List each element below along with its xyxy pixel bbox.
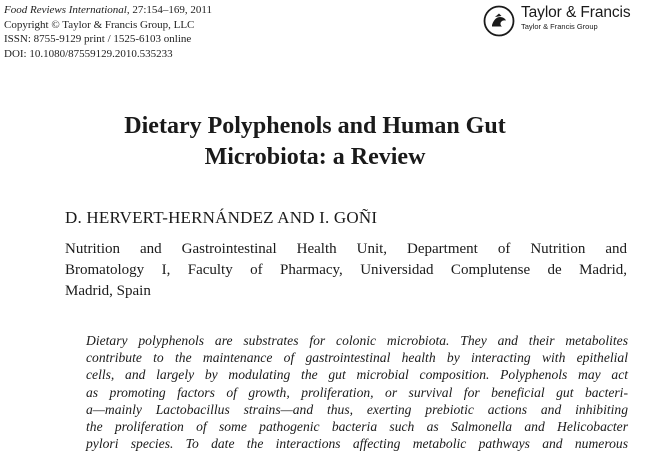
journal-name: Food Reviews International xyxy=(4,4,127,16)
affiliation-line: Bromatology I, Faculty of Pharmacy, Universidad Complutense de Madrid, xyxy=(65,262,627,278)
abstract-line: as promoting factors of growth, proliferation, or survival for beneficial gut bacteri- xyxy=(86,384,628,400)
title-line-2: Microbiota: a Review xyxy=(204,144,426,170)
taylor-francis-logo-icon xyxy=(483,5,515,37)
doi-line: DOI: 10.1080/87559129.2010.535233 xyxy=(4,47,173,60)
affiliation xyxy=(65,239,627,302)
abstract-line: Dietary polyphenols are substrates for colonic microbiota. They and their metabolites xyxy=(86,333,628,348)
issn-line: ISSN: 8755-9129 print / 1525-6103 online xyxy=(4,33,192,45)
publisher-name: Taylor & Francis xyxy=(521,4,631,21)
publisher-logo xyxy=(483,4,631,37)
abstract-line: contribute to the maintenance of gastrointestinal health by interacting with epithelial xyxy=(86,350,628,366)
abstract-line: pylori species. To date the interactions affecting metabolic pathways and numerous xyxy=(86,436,628,452)
title-line-1: Dietary Polyphenols and Human Gut xyxy=(124,113,506,139)
abstract xyxy=(86,332,628,452)
copyright-line: Copyright © Taylor & Francis Group, LLC xyxy=(4,18,195,31)
affiliation-line: Madrid, Spain xyxy=(65,283,151,299)
volume-pages: , 27:154–169, 2011 xyxy=(126,4,212,16)
journal-citation xyxy=(4,3,212,18)
abstract-line: the proliferation of some pathogenic bacteria such as Salmonella and Helicobacter xyxy=(86,419,628,435)
authors: D. HERVERT-HERNÁNDEZ AND I. GOÑI xyxy=(65,208,378,227)
journal-citation-block xyxy=(4,3,212,61)
affiliation-line: Nutrition and Gastrointestinal Health Unit, Department of Nutrition and xyxy=(65,241,627,257)
abstract-line: cells, and largely by modulating the gut microbial composition. Polyphenols may act xyxy=(86,367,628,383)
abstract-line: a—mainly Lactobacillus strains—and thus, exerting prebiotic actions and inhibiting xyxy=(86,401,628,417)
paper-title xyxy=(0,111,630,173)
publisher-group: Taylor & Francis Group xyxy=(521,22,598,31)
